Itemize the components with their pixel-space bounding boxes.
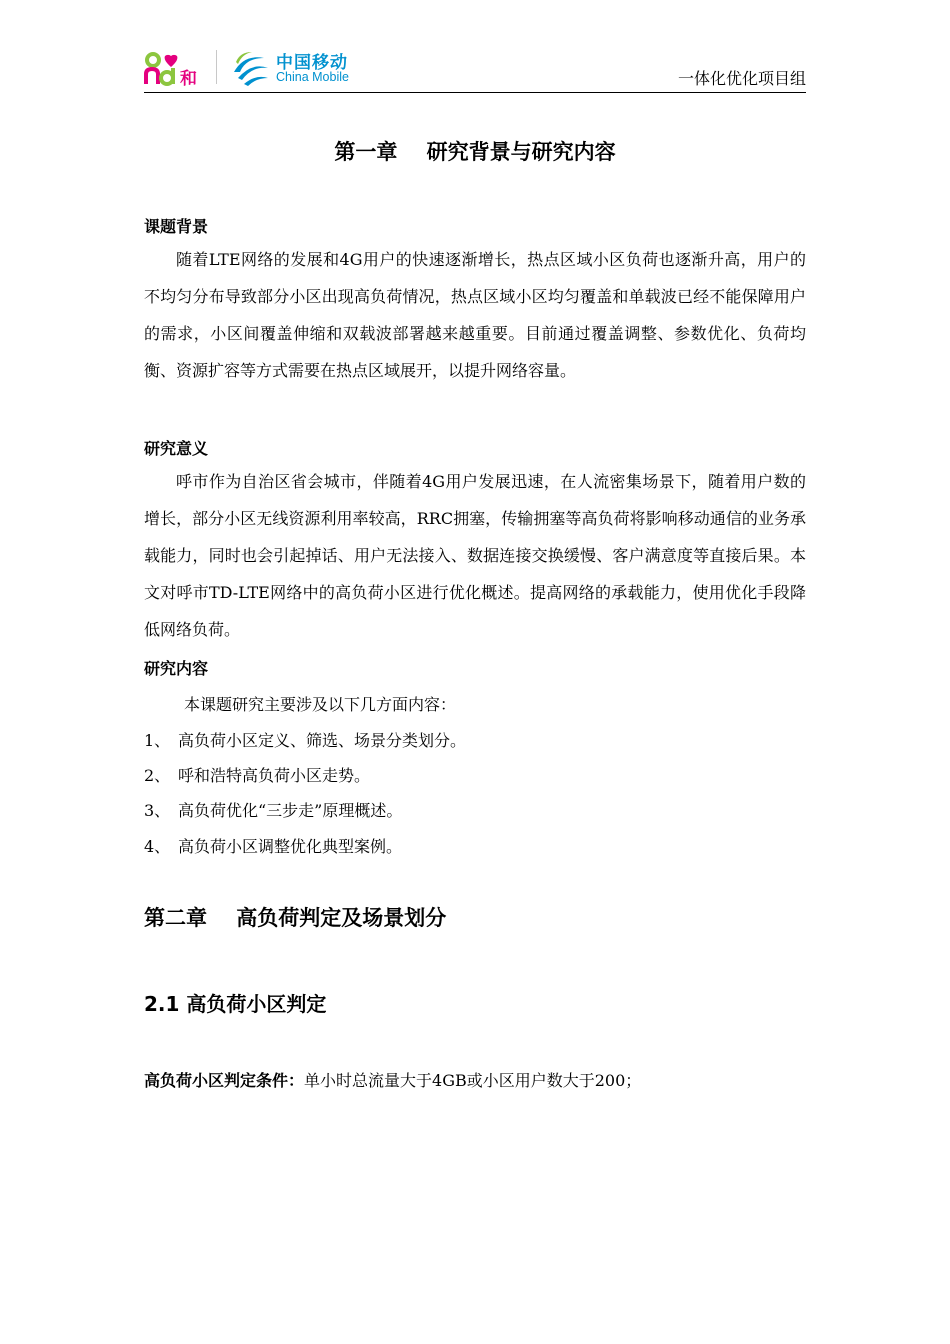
- criteria-text: 单小时总流量大于4GB或小区用户数大于200；: [304, 1071, 642, 1090]
- list-text: 呼和浩特高负荷小区走势。: [178, 766, 371, 785]
- china-mobile-logo-icon: [230, 48, 272, 88]
- header-project-group: 一体化优化项目组: [677, 69, 806, 88]
- chapter1-title: 第一章 研究背景与研究内容: [334, 140, 616, 164]
- list-item: [144, 728, 466, 751]
- section-2-1-title: 2.1 高负荷小区判定: [144, 992, 327, 1016]
- list-item: [144, 834, 402, 857]
- china-mobile-logo-en: China Mobile: [276, 70, 349, 84]
- list-text: 高负荷小区调整优化典型案例。: [178, 837, 403, 856]
- significance-heading: 研究意义: [144, 439, 209, 458]
- chapter2-title: 第二章 高负荷判定及场景划分: [144, 906, 447, 930]
- list-text: 高负荷优化“三步走”原理概述。: [178, 801, 403, 820]
- significance-paragraph: 呼市作为自治区省会城市，伴随着4G用户发展迅速，在人流密集场景下，随着用户数的增长，部分小区无线资源利用率较高，RRC拥塞，传输拥塞等高负荷将影响移动通信的业务承载能力，同时也会引起掉话、用户无法接入、数据连接交换缓慢、客户满意度等直接后果。本文对呼市TD-LTE网络中的高负荷小区进行优化概述。提高网络的承载能力，使用优化手段降低网络负荷。: [144, 472, 806, 639]
- content-heading: 研究内容: [144, 659, 209, 678]
- high-load-criteria: [144, 1068, 641, 1091]
- list-item: [144, 763, 370, 786]
- list-number: 4、: [144, 837, 171, 856]
- list-item: [144, 798, 402, 821]
- criteria-label: 高负荷小区判定条件：: [144, 1071, 305, 1090]
- and-brand-char: 和: [180, 69, 197, 89]
- content-intro: 本课题研究主要涉及以下几方面内容：: [184, 695, 457, 714]
- china-mobile-logo-cn: 中国移动: [276, 53, 348, 73]
- list-number: 3、: [144, 801, 171, 820]
- and-brand-logo: [144, 48, 210, 88]
- list-number: 2、: [144, 766, 171, 785]
- background-heading: 课题背景: [144, 217, 209, 236]
- logo-divider: [216, 50, 217, 84]
- background-paragraph: 随着LTE网络的发展和4G用户的快速逐渐增长，热点区域小区负荷也逐渐升高，用户的不均匀分布导致部分小区出现高负荷情况，热点区域小区均匀覆盖和单载波已经不能保障用户的需求，小区间覆盖伸缩和双载波部署越来越重要。目前通过覆盖调整、参数优化、负荷均衡、资源扩容等方式需要在热点区域展开，以提升网络容量。: [144, 250, 806, 380]
- list-text: 高负荷小区定义、筛选、场景分类划分。: [178, 731, 467, 750]
- page-header: [144, 44, 806, 93]
- list-number: 1、: [144, 731, 171, 750]
